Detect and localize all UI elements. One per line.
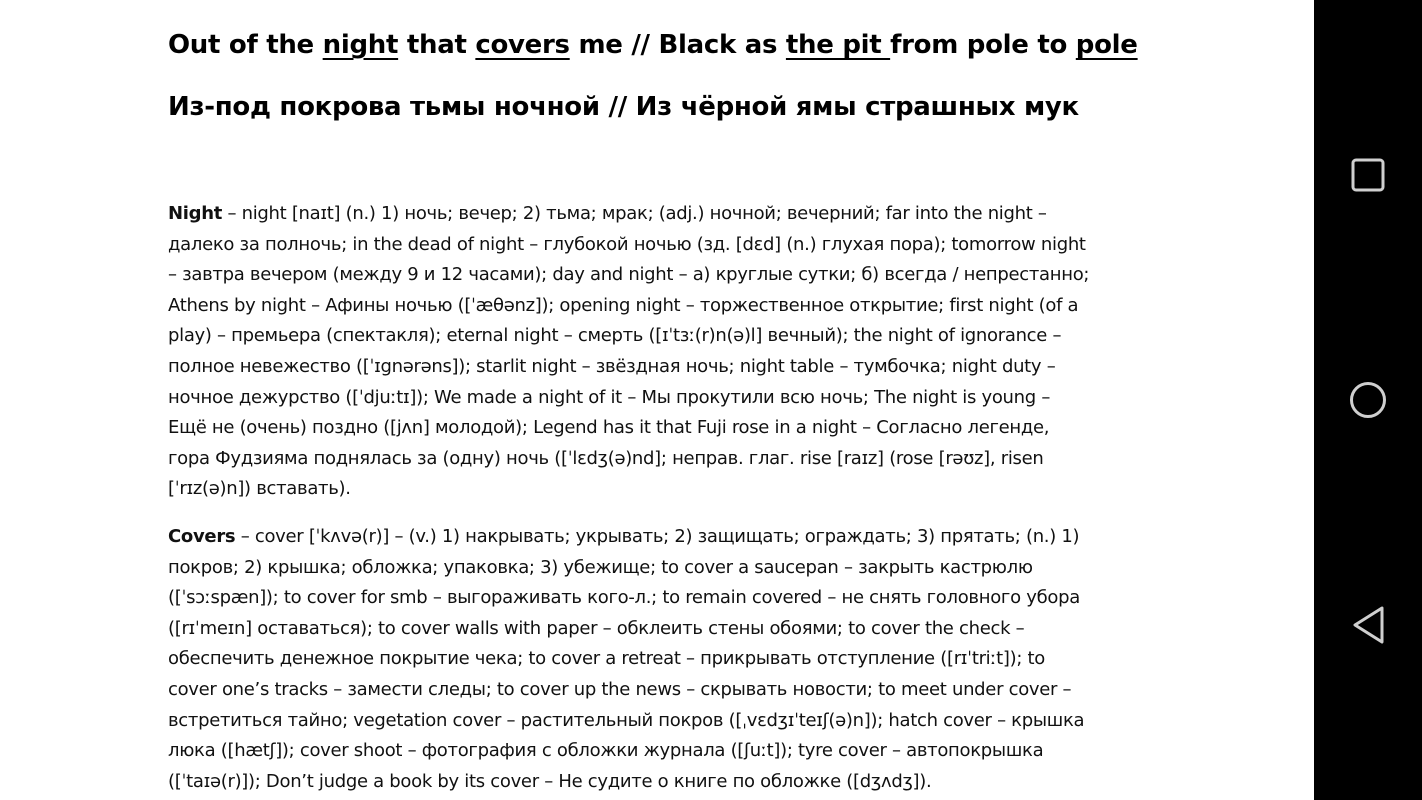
square-recents-icon: [1351, 158, 1385, 192]
entry-line: люка ([hætʃ]); cover shoot – фотография с обложки журнала ([ʃuːt]); tyre cover – автопокрышка: [168, 740, 1044, 762]
title-en-word-covers: covers: [475, 30, 570, 60]
entry-line: ([rɪˈmeɪn] оставаться); to cover walls with paper – обклеить стены обоями; to cover the check –: [168, 617, 1025, 639]
title-en-word-pole: pole: [1075, 30, 1138, 60]
title-english: [168, 30, 1138, 60]
entry-line: покров; 2) крышка; обложка; упаковка; 3) убежище; to cover a saucepan – закрыть кастрюлю: [168, 556, 1033, 578]
triangle-back-icon: [1350, 605, 1386, 645]
entry-term-night: Night: [168, 203, 223, 224]
entry-line: встретиться тайно; vegetation cover – растительный покров ([ˌvɛdʒɪˈteɪʃ(ə)n]); hatch cover – крышка: [168, 709, 1085, 731]
circle-home-icon: [1348, 380, 1388, 420]
entry-line-text: – cover [ˈkʌvə(r)] – (v.) 1) накрывать; укрывать; 2) защищать; ограждать; 3) прятать; (n.) 1): [235, 526, 1080, 547]
title-en-part-2: that: [398, 30, 476, 60]
title-en-part-4: from pole to: [890, 30, 1076, 60]
entry-line-text: – night [naɪt] (n.) 1) ночь; вечер; 2) тьма; мрак; (adj.) ночной; вечерний; far into the night –: [222, 203, 1047, 224]
entry-covers: [168, 522, 1158, 797]
entry-line: обеспечить денежное покрытие чека; to cover a retreat – прикрывать отступление ([rɪˈtriːt]); to: [168, 648, 1046, 670]
entry-line: play) – премьера (спектакля); eternal night – смерть ([ɪˈtɜː(r)n(ə)l] вечный); the night of ignorance –: [168, 325, 1062, 347]
entry-line: гора Фудзияма поднялась за (одну) ночь ([ˈlɛdʒ(ə)nd]; неправ. глаг. rise [raɪz] (rose [rəʊz], risen: [168, 447, 1044, 469]
title-en-part-1: Out of the: [168, 30, 323, 60]
entry-night: [168, 199, 1158, 505]
entry-line: Ещё не (очень) поздно ([jʌn] молодой); Legend has it that Fuji rose in a night – Согласно легенде,: [168, 417, 1050, 439]
entry-line: ([ˈsɔːspæn]); to cover for smb – выгораживать кого-л.; to remain covered – не снять головного убора: [168, 587, 1080, 609]
entry-term-covers: Covers: [168, 526, 236, 547]
title-russian: Из-под покрова тьмы ночной // Из чёрной ямы страшных мук: [168, 92, 1079, 122]
entry-line: полное невежество ([ˈɪgnərəns]); starlit night – звёздная ночь; night table – тумбочка; night duty –: [168, 355, 1056, 377]
entry-line: cover one’s tracks – замести следы; to cover up the news – скрывать новости; to meet under cover –: [168, 678, 1072, 700]
home-button[interactable]: [1338, 370, 1398, 430]
recents-button[interactable]: [1338, 145, 1398, 205]
entry-line: [ˈrɪz(ə)n]) вставать).: [168, 478, 351, 500]
back-button[interactable]: [1338, 595, 1398, 655]
entry-line: ([ˈtaɪə(r)]); Don’t judge a book by its cover – Не судите о книге по обложке ([dʒʌdʒ]).: [168, 770, 932, 792]
entry-line: ночное дежурство ([ˈdjuːtɪ]); We made a night of it – Мы прокутили всю ночь; The night is young –: [168, 386, 1051, 408]
entry-line: далеко за полночь; in the dead of night – глубокой ночью (зд. [dɛd] (n.) глухая пора); tomorrow night: [168, 233, 1086, 255]
title-en-word-the-pit: the pit: [785, 30, 891, 60]
entry-line: [168, 522, 1158, 553]
entry-line: [168, 199, 1158, 230]
title-en-part-3: me // Black as: [569, 30, 786, 60]
title-en-word-night: night: [322, 30, 399, 60]
entry-line: Athens by night – Афины ночью ([ˈæθənz]); opening night – торжественное открытие; first night (of a: [168, 294, 1079, 316]
android-navigation-bar: [1314, 0, 1422, 800]
entry-line: – завтра вечером (между 9 и 12 часами); day and night – а) круглые сутки; б) всегда / непрестанно;: [168, 264, 1090, 286]
